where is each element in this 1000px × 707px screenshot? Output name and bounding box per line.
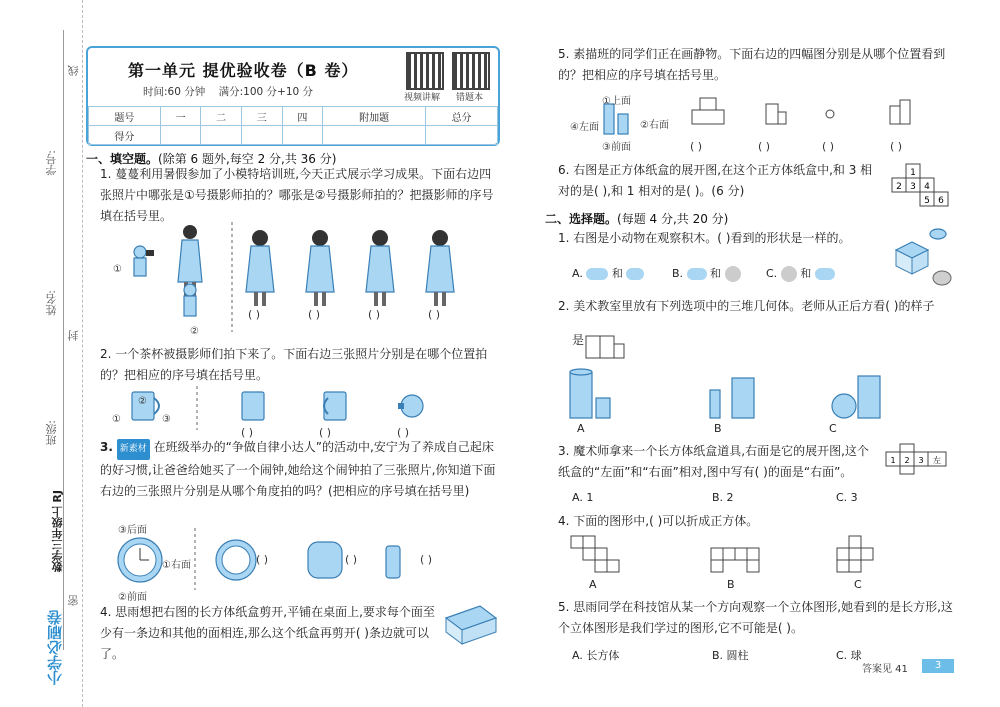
- cup-view-2: [324, 392, 346, 420]
- photo-4-model: [426, 230, 454, 306]
- score-cell[interactable]: [201, 126, 242, 145]
- c5-option-b[interactable]: B. 圆柱: [712, 649, 749, 662]
- qr-video-caption: 视频讲解: [404, 93, 441, 103]
- c1-and-c: 和: [800, 267, 812, 280]
- q5-blank-4[interactable]: ( ): [890, 140, 903, 153]
- q2-blank-3[interactable]: ( ): [397, 426, 410, 439]
- c3-net-4: 左: [933, 456, 941, 465]
- score-cell[interactable]: [160, 126, 201, 145]
- q3-body: 在班级举办的“争做自律小达人”的活动中,安宁为了养成自己起床的好习惯,让爸爸给她买了一个闹钟,她给这个闹钟拍了三张照片,你知道下面右边的三张照片分别是从哪个角度拍的吗？(把相应的序号填在括号里): [100, 440, 496, 498]
- score-row-label: 得分: [89, 126, 161, 145]
- question-3-text: [100, 437, 498, 502]
- section-2-title: [545, 210, 728, 227]
- net-cell-5: 5: [924, 196, 930, 206]
- q1-blank-3[interactable]: ( ): [368, 308, 381, 321]
- q5-label-left: ④左面: [570, 122, 599, 133]
- q3-badge: 新素材: [117, 439, 150, 460]
- bird-icon: [687, 268, 707, 280]
- c4-nets-figure: [565, 534, 885, 574]
- q5-label-front: ③前面: [602, 142, 631, 153]
- score-cell[interactable]: [323, 126, 426, 145]
- qr-code-video[interactable]: [406, 52, 444, 90]
- section-1-note: (除第 6 题外,每空 2 分,共 36 分): [158, 152, 337, 166]
- q1-label-2: ②: [190, 326, 199, 337]
- binding-margin: [0, 0, 83, 707]
- q5-label-right: ②右面: [640, 120, 669, 131]
- clock-view-3: [386, 546, 400, 578]
- q2-label-3: ③: [162, 414, 171, 425]
- time-label: 时间:60 分钟: [143, 86, 206, 98]
- choice-2-text-2: 是: [572, 333, 585, 347]
- c5-option-c[interactable]: C. 球: [836, 649, 862, 662]
- score-head: 二: [201, 107, 242, 126]
- q1-blank-4[interactable]: ( ): [428, 308, 441, 321]
- question-5-text: 5. 素描班的同学们正在画静物。下面右边的四幅图分别是从哪个位置看到的？把相应的序号填在括号里。: [558, 47, 946, 82]
- c1-blocks-figure: [890, 222, 956, 290]
- question-2-figure: [112, 386, 492, 432]
- q2-label-1: ①: [112, 414, 121, 425]
- bird-icon: [586, 268, 608, 280]
- c2-back-view: [584, 330, 634, 360]
- c3-option-c[interactable]: C. 3: [836, 491, 858, 504]
- q2-blank-1[interactable]: ( ): [241, 426, 254, 439]
- c3-net-3: 3: [918, 456, 924, 465]
- net-cell-4: 4: [924, 182, 930, 192]
- answer-reference: 答案见 41: [862, 664, 908, 675]
- c1-option-a-label: A.: [572, 267, 583, 280]
- net-cell-3: 3: [910, 182, 916, 192]
- q3-blank-3[interactable]: ( ): [420, 553, 433, 566]
- q5-blank-2[interactable]: ( ): [758, 140, 771, 153]
- score-label: 满分:100 分+10 分: [218, 86, 314, 98]
- photographer-1: [134, 246, 154, 276]
- q3-label-back: ③后面: [118, 525, 147, 536]
- exam-time-score: [143, 84, 313, 99]
- net-cell-6: 6: [938, 196, 944, 206]
- choice-2-text: 2. 美术教室里放有下列选项中的三堆几何体。老师从正后方看( )的样子: [558, 299, 935, 313]
- page-number: 3: [922, 659, 954, 673]
- q5-label-top: ①上面: [602, 96, 631, 107]
- q3-label-right: ①右面: [162, 560, 191, 571]
- score-table: [88, 106, 498, 145]
- score-cell[interactable]: [241, 126, 282, 145]
- score-head: 一: [160, 107, 201, 126]
- c1-option-c[interactable]: [766, 265, 835, 282]
- section-2-heading: 二、选择题。: [545, 212, 618, 226]
- c3-net-figure: [884, 442, 958, 476]
- exam-header: [86, 46, 500, 146]
- question-5-figure: [600, 92, 960, 138]
- qr-code-mistakes[interactable]: [452, 52, 490, 90]
- cup-view-3: [401, 395, 423, 417]
- c3-option-a[interactable]: A. 1: [572, 491, 594, 504]
- cup-view-1: [242, 392, 264, 420]
- animal-icon: [781, 266, 797, 282]
- q3-blank-1[interactable]: ( ): [256, 553, 269, 566]
- score-head: 附加题: [323, 107, 426, 126]
- c5-option-a[interactable]: A. 长方体: [572, 649, 620, 662]
- brand-logo: 小学必刷卷: [46, 610, 64, 685]
- photographer-2: [184, 284, 196, 316]
- score-head: 三: [241, 107, 282, 126]
- c2-option-a[interactable]: A: [577, 422, 585, 435]
- section-1-heading: 一、填空题。: [86, 152, 159, 166]
- name-label: 姓名:: [45, 290, 58, 316]
- photo-3-model: [366, 230, 394, 306]
- c3-net-1: 1: [890, 456, 896, 465]
- question-6-text: 6. 右图是正方体纸盒的展开图,在这个正方体纸盒中,和 3 相对的是( ),和 1 相对的是( )。(6 分): [558, 163, 873, 198]
- choice-4-text: 4. 下面的图形中,( )可以折成正方体。: [558, 514, 759, 528]
- c1-option-c-label: C.: [766, 267, 778, 280]
- c2-option-b[interactable]: B: [714, 422, 722, 435]
- question-1-text: 1. 蔓蔓利用暑假参加了小模特培训班,今天正式展示学习成果。下面右边四张照片中哪张是①号摄影师拍的？哪张是②号摄影师拍的？把摄影师的序号填在括号里。: [100, 167, 494, 223]
- choice-1-text: 1. 右图是小动物在观察积木。( )看到的形状是一样的。: [558, 231, 851, 245]
- q3-label-front: ②前面: [118, 592, 147, 603]
- q5-blank-3[interactable]: ( ): [822, 140, 835, 153]
- c1-option-a[interactable]: [572, 265, 644, 281]
- q1-blank-2[interactable]: ( ): [308, 308, 321, 321]
- q1-blank-1[interactable]: ( ): [248, 308, 261, 321]
- q1-label-1: ①: [113, 264, 122, 275]
- clock-view-2: [308, 542, 342, 578]
- c3-net-2: 2: [904, 456, 910, 465]
- qr-mistakes-caption: 错题本: [456, 93, 484, 103]
- q3-number: 3.: [100, 440, 113, 454]
- net-cell-2: 2: [896, 182, 902, 192]
- dense-label: 密: [67, 595, 80, 606]
- q4-box-figure: [440, 596, 500, 648]
- animal-icon: [725, 266, 741, 282]
- photo-2-model: [306, 230, 334, 306]
- score-head: 四: [282, 107, 323, 126]
- net-cell-1: 1: [910, 168, 916, 178]
- c2-options-figure: [560, 366, 960, 422]
- bird-icon: [626, 268, 644, 280]
- score-head: 总分: [426, 107, 498, 126]
- choice-3-text: 3. 魔术师拿来一个长方体纸盒道具,右面是它的展开图,这个纸盒的“左面”和“右面”相对,图中写有( )的面是“右面”。: [558, 444, 869, 479]
- question-4-text: 4. 思雨想把右图的长方体纸盒剪开,平铺在桌面上,要求每个面至少有一条边和其他的面相连,那么这个纸盒再剪开( )条边就可以了。: [100, 605, 435, 661]
- exam-title: 第一单元 提优验收卷（B 卷）: [128, 61, 359, 80]
- seal-label: 封: [67, 330, 80, 341]
- photo-1-model: [246, 230, 274, 306]
- question-2-text: 2. 一个茶杯被摄影师们拍下来了。下面右边三张照片分别是在哪个位置拍的？把相应的序号填在括号里。: [100, 347, 488, 382]
- c1-option-b[interactable]: [672, 265, 741, 282]
- q2-label-2: ②: [138, 396, 147, 407]
- q6-net-figure: [890, 162, 954, 212]
- choice-5-text: 5. 思雨同学在科技馆从某一个方向观察一个立体图形,她看到的是长方形,这个立体图形是我们学过的图形,它不可能是( )。: [558, 600, 953, 635]
- question-1-figure: [110, 222, 500, 340]
- q2-blank-2[interactable]: ( ): [319, 426, 332, 439]
- class-label: 班级:: [45, 420, 58, 446]
- c4-option-b[interactable]: B: [727, 578, 735, 591]
- section-2-note: (每题 4 分,共 20 分): [617, 212, 729, 226]
- q3-blank-2[interactable]: ( ): [345, 553, 358, 566]
- c1-option-b-label: B.: [672, 267, 684, 280]
- c4-option-a[interactable]: A: [589, 578, 597, 591]
- score-cell[interactable]: [426, 126, 498, 145]
- score-cell[interactable]: [282, 126, 323, 145]
- student-id-label: 学号:: [45, 150, 58, 176]
- subject-label: 数学三年级上 RJ: [51, 490, 64, 573]
- bird-icon: [815, 268, 835, 280]
- c1-and-a: 和: [611, 267, 623, 280]
- c3-option-b[interactable]: B. 2: [712, 491, 734, 504]
- line-label: 线: [67, 65, 80, 76]
- c2-option-c[interactable]: C: [829, 422, 837, 435]
- c4-option-c[interactable]: C: [854, 578, 862, 591]
- score-head: 题号: [89, 107, 161, 126]
- c1-and-b: 和: [710, 267, 722, 280]
- q5-blank-1[interactable]: ( ): [690, 140, 703, 153]
